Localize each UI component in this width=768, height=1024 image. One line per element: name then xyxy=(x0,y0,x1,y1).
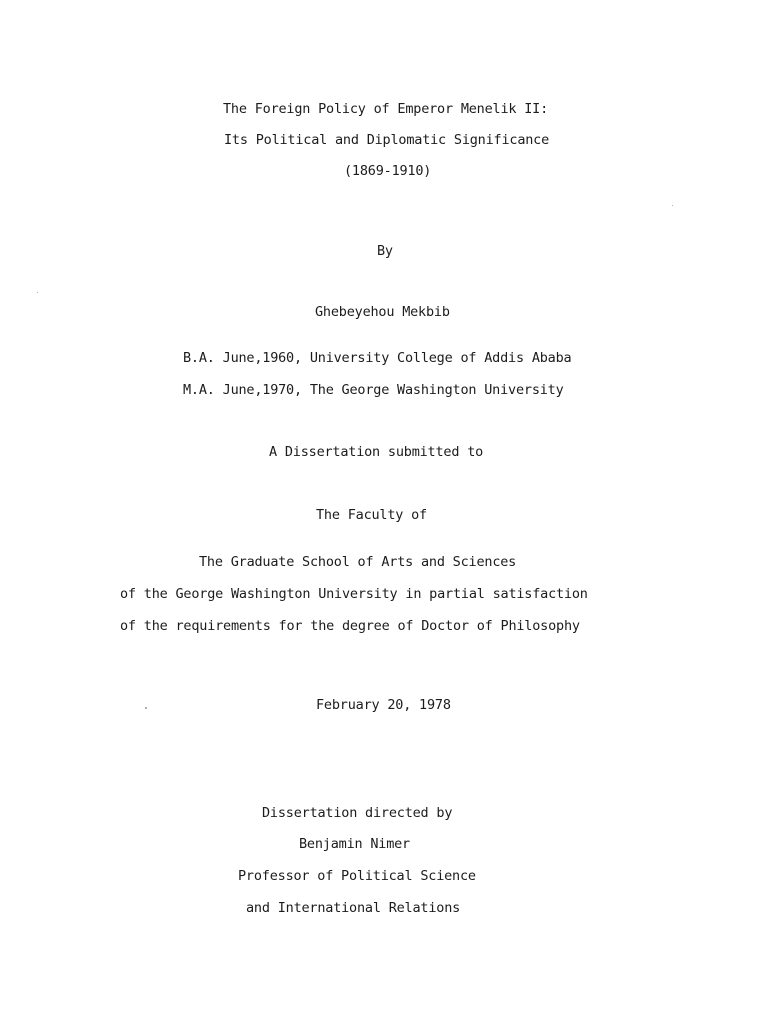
submission-date: February 20, 1978 xyxy=(316,697,451,713)
director-heading: Dissertation directed by xyxy=(262,805,453,821)
scan-speck xyxy=(672,205,673,206)
scan-speck xyxy=(37,292,38,293)
title-line-1: The Foreign Policy of Emperor Menelik II: xyxy=(223,101,549,117)
director-title-1: Professor of Political Science xyxy=(238,868,476,884)
title-line-2: Its Political and Diplomatic Significance xyxy=(224,132,550,148)
school-line-1: The Graduate School of Arts and Sciences xyxy=(199,554,517,570)
degree-ba: B.A. June,1960, University College of Addis Ababa xyxy=(183,350,572,366)
director-title-2: and International Relations xyxy=(246,900,461,916)
degree-ma: M.A. June,1970, The George Washington University xyxy=(183,382,564,398)
director-name: Benjamin Nimer xyxy=(299,836,410,852)
by-label: By xyxy=(377,243,393,259)
author-name: Ghebeyehou Mekbib xyxy=(315,304,450,320)
faculty-of: The Faculty of xyxy=(316,507,427,523)
school-line-2: of the George Washington University in partial satisfaction xyxy=(120,586,588,602)
submitted-to: A Dissertation submitted to xyxy=(269,444,484,460)
scan-speck xyxy=(145,707,147,709)
title-years: (1869-1910) xyxy=(344,163,432,179)
school-line-3: of the requirements for the degree of Doctor of Philosophy xyxy=(120,618,580,634)
